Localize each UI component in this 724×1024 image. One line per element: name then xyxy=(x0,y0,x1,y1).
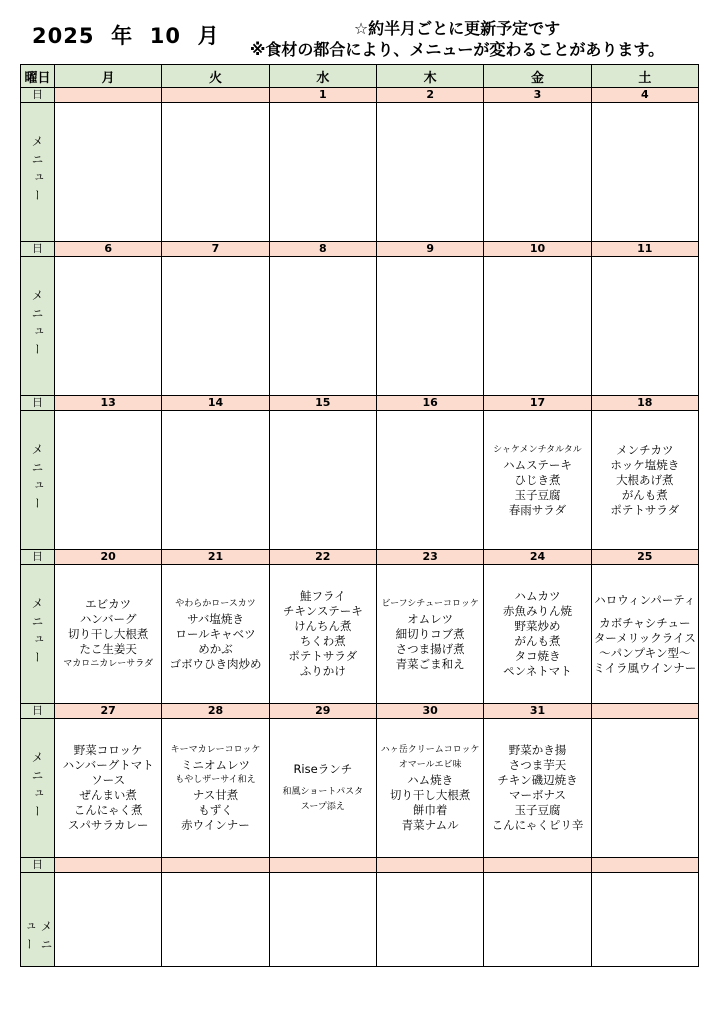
weekday-header-row xyxy=(21,65,699,88)
menu-item: 野菜コロッケ xyxy=(73,743,143,757)
menu-item: たこ生姜天 xyxy=(79,641,137,656)
menu-item: スープ添え xyxy=(300,801,345,812)
menu-cell xyxy=(484,873,591,967)
menu-item: ポテトサラダ xyxy=(610,502,680,517)
notice-line-1: ☆約半月ごとに更新予定です xyxy=(353,19,561,38)
menu-row xyxy=(21,565,699,704)
menu-list xyxy=(270,762,376,815)
menu-item: ミイラ風ウインナー xyxy=(593,660,697,675)
date-cell: 14 xyxy=(162,396,269,411)
menu-cell xyxy=(484,103,591,242)
date-cell: 20 xyxy=(55,550,162,565)
menu-item: ～パンプキン型～ xyxy=(599,645,691,660)
menu-cell xyxy=(591,411,698,550)
menu-item: ちくわ煮 xyxy=(299,634,346,648)
menu-item: シャケメンチタルタル xyxy=(493,444,582,455)
month: 10 xyxy=(149,24,181,48)
menu-row-label-text: メニュー xyxy=(30,442,44,515)
date-row xyxy=(21,88,699,103)
date-cell: 30 xyxy=(376,704,483,719)
menu-cell xyxy=(162,103,269,242)
menu-list xyxy=(484,589,590,679)
menu-item: チキン磯辺焼き xyxy=(497,773,578,787)
menu-item: キーマカレーコロッケ xyxy=(170,745,261,755)
menu-item: さつま芋天 xyxy=(508,758,567,772)
menu-row xyxy=(21,411,699,550)
date-row-label: 日 xyxy=(21,704,55,719)
date-cell xyxy=(376,858,483,873)
menu-item: エビカツ xyxy=(85,596,132,611)
date-cell: 13 xyxy=(55,396,162,411)
date-row-label: 日 xyxy=(21,396,55,411)
menu-row xyxy=(21,103,699,242)
date-cell xyxy=(162,858,269,873)
notice-line-2: ※食材の都合により、メニューが変わることがあります。 xyxy=(249,40,665,59)
weekday-fri: 金 xyxy=(484,65,591,88)
date-cell xyxy=(55,858,162,873)
menu-cell xyxy=(376,411,483,550)
menu-list xyxy=(377,597,483,672)
date-cell: 28 xyxy=(162,704,269,719)
menu-item: やわらかロースカツ xyxy=(175,598,256,609)
menu-row xyxy=(21,719,699,858)
menu-item: ひじき煮 xyxy=(514,472,561,487)
menu-item: メンチカツ xyxy=(616,442,674,457)
menu-cell xyxy=(591,565,698,704)
menu-cell xyxy=(55,103,162,242)
menu-row-label xyxy=(21,565,55,704)
menu-list xyxy=(55,597,161,672)
menu-item: カボチャシチュー xyxy=(599,615,691,630)
date-row xyxy=(21,704,699,719)
date-cell: 18 xyxy=(591,396,698,411)
menu-item: ぜんまい煮 xyxy=(79,788,137,802)
menu-item: ハヶ岳クリームコロッケ xyxy=(380,745,480,755)
menu-cell xyxy=(269,719,376,858)
menu-cell xyxy=(162,565,269,704)
menu-row-label-text: メニュー xyxy=(30,134,44,207)
menu-item: 玉子豆腐 xyxy=(514,487,561,502)
menu-item: 餅巾着 xyxy=(412,803,448,817)
menu-item: 野菜かき揚 xyxy=(508,743,567,757)
menu-item: 玉子豆腐 xyxy=(514,803,561,817)
menu-item: もやしザーサイ和え xyxy=(175,775,256,785)
date-cell: 17 xyxy=(484,396,591,411)
menu-cell xyxy=(591,719,698,858)
menu-item: こんにゃくピリ辛 xyxy=(491,818,584,832)
menu-cell xyxy=(55,411,162,550)
menu-row-label-text: メニュー xyxy=(22,920,53,956)
menu-item: ハム焼き xyxy=(407,773,454,787)
menu-list xyxy=(162,743,268,833)
menu-cell xyxy=(269,257,376,396)
menu-cell xyxy=(162,719,269,858)
date-cell: 8 xyxy=(269,242,376,257)
menu-item: 和風ショートパスタ xyxy=(282,786,364,797)
menu-item: ナス甘煮 xyxy=(192,788,239,802)
date-row xyxy=(21,242,699,257)
menu-cell xyxy=(269,103,376,242)
menu-cell xyxy=(484,565,591,704)
menu-row-label xyxy=(21,257,55,396)
date-cell: 16 xyxy=(376,396,483,411)
date-cell xyxy=(484,858,591,873)
month-unit: 月 xyxy=(197,24,220,48)
menu-item: ロールキャベツ xyxy=(175,626,256,641)
menu-item: ハロウィンパーティ xyxy=(594,592,696,607)
weekday-tue: 火 xyxy=(162,65,269,88)
date-row-label: 日 xyxy=(21,550,55,565)
weekday-mon: 月 xyxy=(55,65,162,88)
date-cell: 27 xyxy=(55,704,162,719)
menu-cell xyxy=(55,565,162,704)
menu-item: ポテトサラダ xyxy=(288,649,358,663)
menu-item: 細切りコブ煮 xyxy=(395,626,465,641)
date-row xyxy=(21,396,699,411)
weekday-wed: 水 xyxy=(269,65,376,88)
menu-cell xyxy=(55,873,162,967)
date-cell: 2 xyxy=(376,88,483,103)
date-cell xyxy=(591,858,698,873)
date-cell: 29 xyxy=(269,704,376,719)
date-cell: 10 xyxy=(484,242,591,257)
menu-item: さつま揚げ煮 xyxy=(395,641,465,656)
date-cell xyxy=(162,88,269,103)
menu-cell xyxy=(269,565,376,704)
date-cell: 21 xyxy=(162,550,269,565)
menu-item: ターメリックライス xyxy=(593,630,696,645)
date-cell: 9 xyxy=(376,242,483,257)
menu-item: ふりかけ xyxy=(299,664,346,678)
date-row-label: 日 xyxy=(21,88,55,103)
menu-item: ビーフシチューコロッケ xyxy=(381,598,479,609)
menu-row-label-text: メニュー xyxy=(30,596,44,669)
menu-cell xyxy=(376,873,483,967)
menu-item: 鮭フライ xyxy=(299,589,346,603)
menu-item: ソース xyxy=(91,773,126,787)
notice xyxy=(222,18,692,60)
date-cell: 7 xyxy=(162,242,269,257)
menu-item: ゴボウひき肉炒め xyxy=(169,656,262,671)
date-cell: 23 xyxy=(376,550,483,565)
weekday-thu: 木 xyxy=(376,65,483,88)
menu-cell xyxy=(162,411,269,550)
menu-item: ハムカツ xyxy=(514,589,561,603)
menu-item: サバ塩焼き xyxy=(187,611,244,626)
menu-item: 大根あげ煮 xyxy=(616,472,674,487)
menu-item: がんも煮 xyxy=(514,634,561,648)
menu-item: めかぶ xyxy=(198,641,233,656)
menu-item: オムレツ xyxy=(407,611,454,626)
menu-item: 赤ウインナー xyxy=(181,818,250,832)
menu-item: マカロニカレーサラダ xyxy=(63,658,154,669)
menu-row-label-text: メニュー xyxy=(30,750,44,823)
date-row-label: 日 xyxy=(21,858,55,873)
menu-item: 野菜炒め xyxy=(514,619,561,633)
menu-row-label xyxy=(21,719,55,858)
menu-cell xyxy=(376,257,483,396)
menu-cell xyxy=(269,873,376,967)
menu-item: ホッケ塩焼き xyxy=(610,457,680,472)
date-cell xyxy=(591,704,698,719)
date-row xyxy=(21,858,699,873)
date-cell: 1 xyxy=(269,88,376,103)
menu-item: チキンステーキ xyxy=(282,604,363,618)
menu-item: 切り干し大根煮 xyxy=(389,788,471,802)
menu-item: 赤魚みりん焼 xyxy=(502,604,572,618)
menu-item: ハンバーグ xyxy=(79,611,137,626)
date-cell: 11 xyxy=(591,242,698,257)
menu-list xyxy=(55,743,161,833)
menu-list xyxy=(377,743,483,833)
menu-row xyxy=(21,873,699,967)
menu-cell xyxy=(55,719,162,858)
year-unit: 年 xyxy=(111,24,134,48)
menu-cell xyxy=(376,719,483,858)
menu-list xyxy=(592,593,698,676)
menu-list xyxy=(484,743,590,833)
menu-item: Riseランチ xyxy=(293,761,353,776)
date-cell: 31 xyxy=(484,704,591,719)
menu-row xyxy=(21,257,699,396)
menu-cell xyxy=(162,257,269,396)
menu-row-label xyxy=(21,411,55,550)
calendar-body xyxy=(21,88,699,967)
menu-item: ペンネトマト xyxy=(503,664,572,678)
menu-cell xyxy=(162,873,269,967)
date-cell: 25 xyxy=(591,550,698,565)
date-cell xyxy=(269,858,376,873)
menu-item: 春雨サラダ xyxy=(508,502,567,517)
date-cell: 6 xyxy=(55,242,162,257)
menu-list xyxy=(270,589,376,679)
menu-item: 切り干し大根煮 xyxy=(67,626,149,641)
menu-row-label-text: メニュー xyxy=(30,288,44,361)
menu-cell xyxy=(269,411,376,550)
menu-item: けんちん煮 xyxy=(294,619,352,633)
menu-list xyxy=(592,443,698,518)
menu-item: もずく xyxy=(198,803,233,817)
weekday-sat: 土 xyxy=(591,65,698,88)
menu-item: がんも煮 xyxy=(621,487,668,502)
date-cell: 22 xyxy=(269,550,376,565)
menu-item: 青菜ナムル xyxy=(401,818,459,832)
menu-cell xyxy=(484,719,591,858)
date-cell: 4 xyxy=(591,88,698,103)
menu-cell xyxy=(591,257,698,396)
menu-row-label xyxy=(21,873,55,967)
menu-item: こんにゃく煮 xyxy=(73,803,143,817)
date-row xyxy=(21,550,699,565)
menu-list xyxy=(162,597,268,672)
menu-cell xyxy=(591,873,698,967)
menu-item: ミニオムレツ xyxy=(180,758,250,772)
menu-item: マーボナス xyxy=(508,788,566,802)
menu-item: タコ焼き xyxy=(514,649,561,663)
menu-calendar xyxy=(20,64,699,967)
menu-item: ハムステーキ xyxy=(503,457,572,472)
date-cell xyxy=(55,88,162,103)
menu-item: 青菜ごま和え xyxy=(395,656,465,671)
menu-cell xyxy=(591,103,698,242)
date-cell: 24 xyxy=(484,550,591,565)
date-cell: 15 xyxy=(269,396,376,411)
menu-item: ハンバーグトマト xyxy=(62,758,154,772)
menu-item: スパサラカレー xyxy=(67,818,149,832)
menu-cell xyxy=(484,411,591,550)
date-cell: 3 xyxy=(484,88,591,103)
menu-row-label xyxy=(21,103,55,242)
menu-item: オマールエビ味 xyxy=(398,760,462,770)
menu-cell xyxy=(376,103,483,242)
menu-cell xyxy=(55,257,162,396)
date-row-label: 日 xyxy=(21,242,55,257)
menu-cell xyxy=(376,565,483,704)
menu-cell xyxy=(484,257,591,396)
weekday-label-header: 曜日 xyxy=(21,65,55,88)
page-title xyxy=(32,20,220,50)
menu-list xyxy=(484,443,590,518)
year: 2025 xyxy=(32,24,95,48)
